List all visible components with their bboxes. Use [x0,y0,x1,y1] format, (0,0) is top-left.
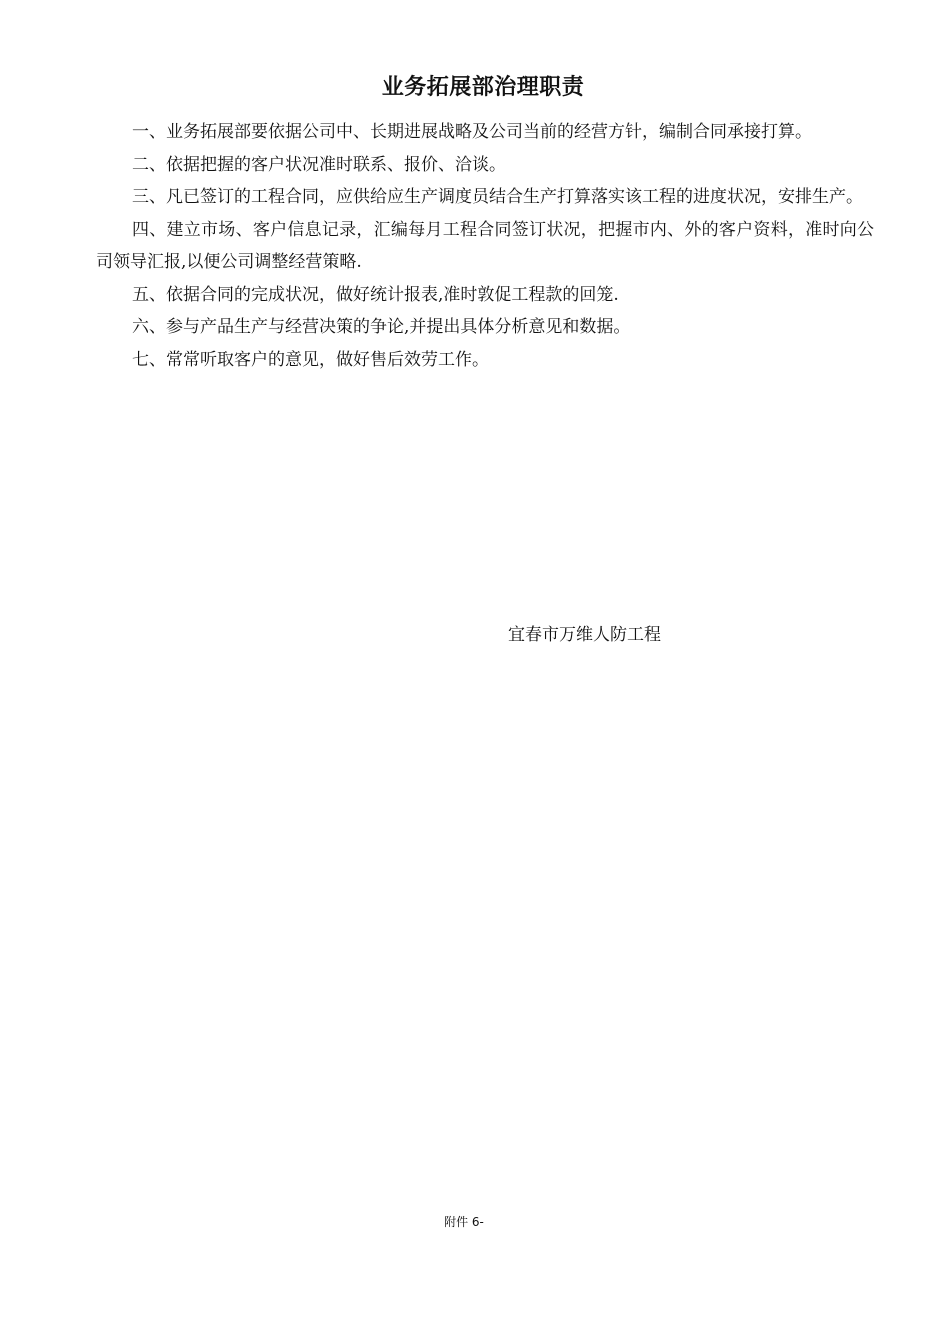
paragraph-6: 六、参与产品生产与经营决策的争论,并提出具体分析意见和数据。 [132,317,631,337]
signature-organization: 宜春市万维人防工程 [508,625,661,645]
document-body [96,116,874,376]
paragraph-4: 四、建立市场、客户信息记录，汇编每月工程合同签订状况，把握市内、外的客户资料，准时向公司领导汇报,以便公司调整经营策略. [96,219,874,272]
paragraph-1: 一、业务拓展部要依据公司中、长期进展战略及公司当前的经营方针，编制合同承接打算。 [132,122,812,142]
paragraph-2: 二、依据把握的客户状况准时联系、报价、洽谈。 [132,154,506,175]
paragraph-3: 三、凡已签订的工程合同，应供给应生产调度员结合生产打算落实该工程的进度状况，安排生产。 [132,187,863,207]
paragraph-5: 五、依据合同的完成状况，做好统计报表,准时敦促工程款的回笼. [132,284,619,305]
paragraph-7: 七、常常听取客户的意见，做好售后效劳工作。 [132,349,489,370]
page-footer: 附件 6- [444,1215,484,1229]
document-title: 业务拓展部治理职责 [381,75,585,100]
